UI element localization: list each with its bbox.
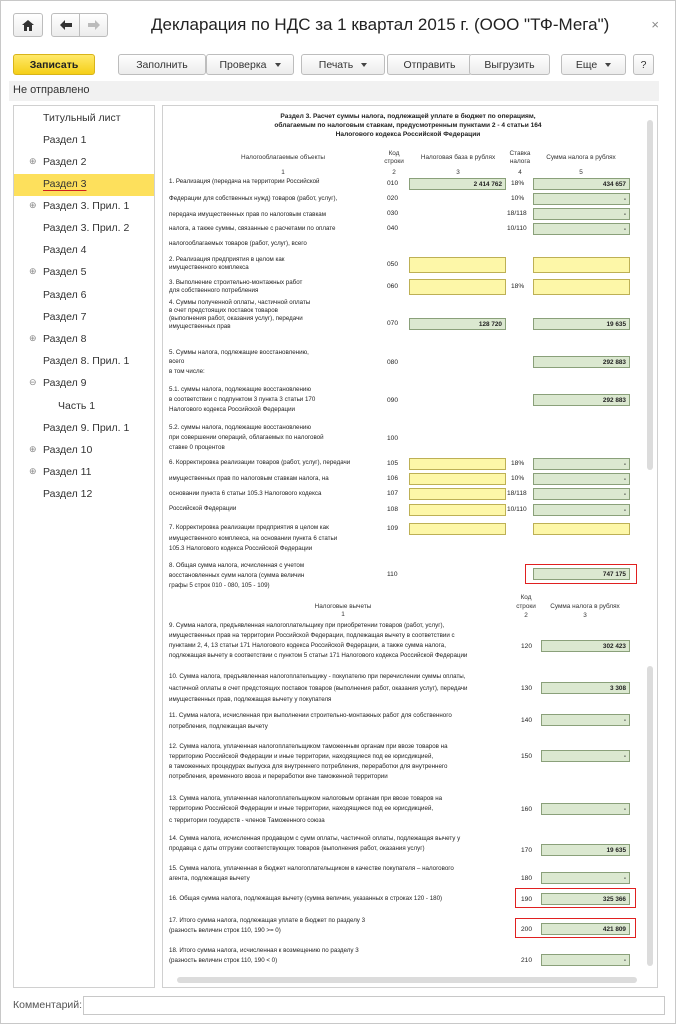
sidebar-item-label: Титульный лист bbox=[43, 112, 121, 124]
row-120-text-d: подлежащая вычету в соответствии с пунктом 5 статьи 171 Налогового кодекса Российской Федерации bbox=[169, 652, 468, 659]
code-010: 010 bbox=[387, 180, 399, 187]
tax-090-field[interactable]: 292 883 bbox=[533, 394, 630, 406]
tax-150-field[interactable]: - bbox=[541, 750, 630, 762]
code-108: 108 bbox=[387, 506, 399, 513]
row-070-text-b: в счет предстоящих поставок товаров bbox=[169, 307, 278, 314]
row-070-text-c: (выполнения работ, оказания услуг), передачи bbox=[169, 315, 303, 322]
sidebar-item[interactable] bbox=[14, 373, 154, 395]
sidebar-item[interactable] bbox=[14, 329, 154, 351]
sidebar-item[interactable] bbox=[14, 218, 154, 240]
sidebar-item-label: Раздел 4 bbox=[43, 244, 87, 256]
chevron-down-icon bbox=[275, 63, 281, 67]
sidebar-item-label: Раздел 7 bbox=[43, 311, 87, 323]
code-106: 106 bbox=[387, 475, 399, 482]
row-110-text-a: 8. Общая сумма налога, исчисленная с учетом bbox=[169, 562, 305, 569]
deductions-header: Налоговые вычеты bbox=[314, 603, 372, 610]
row-180-text-a: 15. Сумма налога, уплаченная в бюджет налогоплательщиком в качестве покупателя – налогового bbox=[169, 865, 454, 872]
row-140-text-b: потребления, подлежащая вычету bbox=[169, 723, 268, 730]
row-100-text-b: при совершении операций, облагаемых по налоговой bbox=[169, 434, 324, 441]
vertical-scrollbar[interactable] bbox=[647, 120, 653, 470]
code-060: 060 bbox=[387, 283, 399, 290]
sidebar-item-label: Раздел 1 bbox=[43, 134, 87, 146]
sidebar-item-label: Часть 1 bbox=[58, 400, 96, 412]
code-110: 110 bbox=[387, 571, 398, 578]
print-button[interactable]: Печать bbox=[301, 54, 385, 75]
row-060-text-b: для собственного потребления bbox=[169, 287, 259, 294]
code-170: 170 bbox=[521, 847, 533, 854]
form-title-line3: Налогового кодекса Российской Федерации bbox=[335, 131, 481, 138]
code-100: 100 bbox=[387, 435, 399, 442]
row-080-text-b: всего bbox=[169, 358, 185, 365]
sidebar-item[interactable] bbox=[14, 351, 154, 373]
sidebar-item[interactable] bbox=[14, 462, 154, 484]
code-020: 020 bbox=[387, 195, 399, 202]
row-105-text: 6. Корректировка реализации товаров (работ, услуг), передачи bbox=[169, 459, 351, 466]
code-070: 070 bbox=[387, 320, 399, 327]
tax-200-field[interactable]: 421 809 bbox=[541, 923, 630, 935]
col-header-objects-num: 1 bbox=[281, 169, 285, 176]
row-100-text-a: 5.2. суммы налога, подлежащие восстановлению bbox=[169, 424, 311, 431]
code-200: 200 bbox=[521, 926, 533, 933]
base-107-field[interactable] bbox=[409, 488, 506, 500]
status-text: Не отправлено bbox=[9, 81, 659, 101]
vertical-scrollbar-lower[interactable] bbox=[647, 666, 653, 966]
tax-060-field[interactable] bbox=[533, 279, 630, 295]
tax-010-field[interactable]: 434 657 bbox=[533, 178, 630, 190]
base-050-field[interactable] bbox=[409, 257, 506, 273]
row-109-text-b: имущественного комплекса, на основании пункта 6 статьи bbox=[169, 535, 338, 542]
highlight-110 bbox=[525, 564, 637, 584]
home-icon bbox=[22, 20, 34, 31]
sidebar-item-label: Раздел 3. Прил. 2 bbox=[43, 222, 130, 234]
col2-header-sum: Сумма налога в рублях bbox=[550, 603, 620, 610]
collapse-icon[interactable]: ⊖ bbox=[29, 377, 37, 387]
sidebar-item-label: Раздел 11 bbox=[43, 466, 92, 478]
tax-108-field[interactable]: - bbox=[533, 504, 630, 516]
forward-button[interactable] bbox=[79, 13, 108, 37]
code-050: 050 bbox=[387, 261, 399, 268]
code-160: 160 bbox=[521, 806, 533, 813]
section-navigation bbox=[13, 105, 155, 988]
sidebar-item-label: Раздел 10 bbox=[43, 444, 93, 456]
row-080-text-a: 5. Суммы налога, подлежащие восстановлению, bbox=[169, 349, 309, 356]
check-button[interactable]: Проверка bbox=[206, 54, 294, 75]
tax-110-field[interactable]: 747 175 bbox=[533, 568, 630, 580]
tax-160-field[interactable]: - bbox=[541, 803, 630, 815]
sidebar-item[interactable] bbox=[14, 240, 154, 262]
close-icon[interactable]: × bbox=[651, 17, 659, 32]
code-040: 040 bbox=[387, 225, 399, 232]
row-108-text: Российской Федерации bbox=[169, 505, 237, 512]
row-160-text-b: территорию Российской Федерации и иные территории, находящиеся под ее юрисдикцией, bbox=[169, 805, 434, 812]
base-105-field[interactable] bbox=[409, 458, 506, 470]
base-010-field[interactable]: 2 414 762 bbox=[409, 178, 506, 190]
tax-170-field[interactable]: 19 635 bbox=[541, 844, 630, 856]
sidebar-item[interactable] bbox=[14, 152, 154, 174]
row-210-text-b: (разность величин строк 110, 190 < 0) bbox=[169, 957, 278, 964]
row-130-text-c: имущественных прав, подлежащая вычету у покупателя bbox=[169, 696, 332, 703]
col-header-base-num: 3 bbox=[456, 169, 460, 176]
row-140-text-a: 11. Сумма налога, исчисленная при выполнении строительно-монтажных работ для собственного bbox=[169, 712, 452, 719]
more-button[interactable]: Еще bbox=[561, 54, 626, 75]
row-150-text-d: потребления, временного ввоза и переработки вне таможенной территории bbox=[169, 773, 388, 780]
tax-130-field[interactable]: 3 308 bbox=[541, 682, 630, 694]
row-130-text-b: частичной оплаты в счет предстоящих поставок товаров (выполнения работ, оказания услуг), передачи bbox=[169, 685, 468, 692]
help-button[interactable]: ? bbox=[633, 54, 654, 75]
col-header-rate-num: 4 bbox=[518, 169, 522, 176]
comment-row bbox=[13, 996, 663, 1016]
sidebar-item[interactable] bbox=[14, 285, 154, 307]
sidebar-item-label: Раздел 5 bbox=[43, 266, 87, 278]
sidebar-item-label: Раздел 8. Прил. 1 bbox=[43, 355, 130, 367]
sidebar-item[interactable] bbox=[14, 396, 154, 418]
sidebar-item[interactable] bbox=[14, 108, 154, 130]
row-160-text-a: 13. Сумма налога, уплаченная налогоплательщиком налоговым органам при ввозе товаров на bbox=[169, 795, 443, 802]
upload-button[interactable]: Выгрузить bbox=[469, 54, 550, 75]
send-button[interactable]: Отправить bbox=[387, 54, 472, 75]
row-040-text: налога, а также суммы, связанные с расчетами по оплате bbox=[169, 225, 336, 232]
code-140: 140 bbox=[521, 717, 533, 724]
row-109-text-a: 7. Корректировка реализации предприятия в целом как bbox=[169, 524, 329, 531]
row-150-text-a: 12. Сумма налога, уплаченная налогоплательщиком таможенным органам при ввозе товаров на bbox=[169, 743, 448, 750]
row-080-text-c: в том числе: bbox=[169, 368, 205, 375]
base-109-field[interactable] bbox=[409, 523, 506, 535]
row-110-text-b: восстановленных сумм налога (сумма величин bbox=[169, 572, 305, 579]
deductions-header-num: 1 bbox=[341, 611, 345, 618]
tax-080-field[interactable]: 292 883 bbox=[533, 356, 630, 368]
tax-050-field[interactable] bbox=[533, 257, 630, 273]
row-060-text-a: 3. Выполнение строительно-монтажных работ bbox=[169, 279, 303, 286]
row-130-text-a: 10. Сумма налога, предъявленная налогоплательщику - покупателю при перечислении суммы оплаты, bbox=[169, 673, 466, 680]
back-button[interactable] bbox=[51, 13, 80, 37]
row-010-text: 1. Реализация (передача на территории Российской bbox=[169, 178, 320, 185]
col-header-objects: Налогооблагаемые объекты bbox=[240, 154, 326, 161]
sidebar-item[interactable] bbox=[14, 484, 154, 506]
row-050-text-a: 2. Реализация предприятия в целом как bbox=[169, 256, 285, 263]
row-070-text-a: 4. Суммы полученной оплаты, частичной оплаты bbox=[169, 299, 311, 306]
code-180: 180 bbox=[521, 875, 533, 882]
rate-108: 10/110 bbox=[507, 506, 527, 513]
tax-106-field[interactable]: - bbox=[533, 473, 630, 485]
form-title-line1: Раздел 3. Расчет суммы налога, подлежащей уплате в бюджет по операциям, bbox=[280, 113, 536, 120]
rate-020: 10% bbox=[511, 195, 525, 202]
row-070-text-d: имущественных прав bbox=[169, 323, 231, 330]
sidebar-item[interactable] bbox=[14, 174, 154, 196]
tax-140-field[interactable]: - bbox=[541, 714, 630, 726]
row-050-text-b: имущественного комплекса bbox=[169, 264, 249, 271]
row-170-text-a: 14. Сумма налога, исчисленная продавцом с сумм оплаты, частичной оплаты, подлежащая вычету у bbox=[169, 835, 461, 842]
code-109: 109 bbox=[387, 525, 399, 532]
tax-070-field[interactable]: 19 635 bbox=[533, 318, 630, 330]
horizontal-scrollbar[interactable] bbox=[177, 977, 637, 983]
section3-form bbox=[162, 105, 658, 988]
comment-input[interactable] bbox=[83, 996, 665, 1015]
row-200-text-b: (разность величин строк 110, 190 >= 0) bbox=[169, 927, 281, 934]
highlight-190 bbox=[515, 888, 636, 908]
row-107-text: основании пункта 6 статьи 105.3 Налогового кодекса bbox=[169, 490, 322, 497]
rate-105: 18% bbox=[511, 460, 525, 467]
row-110-text-c: графы 5 строк 010 - 080, 105 - 109) bbox=[169, 582, 270, 589]
tax-030-field[interactable]: - bbox=[533, 208, 630, 220]
comment-label: Комментарий: bbox=[13, 999, 83, 1011]
rate-010: 18% bbox=[511, 180, 525, 187]
arrow-right-icon bbox=[88, 20, 100, 30]
highlight-200 bbox=[515, 918, 636, 938]
sidebar-item-label: Раздел 6 bbox=[43, 289, 87, 301]
col2-header-code-1: Код bbox=[520, 594, 532, 601]
tax-180-field[interactable]: - bbox=[541, 872, 630, 884]
base-070-field[interactable]: 128 720 bbox=[409, 318, 506, 330]
row-190-text: 16. Общая сумма налога, подлежащая вычету (сумма величин, указанных в строках 120 - 180) bbox=[169, 895, 443, 902]
row-090-text-a: 5.1. суммы налога, подлежащие восстановлению bbox=[169, 386, 311, 393]
base-106-field[interactable] bbox=[409, 473, 506, 485]
expand-icon[interactable]: ⊕ bbox=[29, 466, 37, 476]
base-060-field[interactable] bbox=[409, 279, 506, 295]
col2-header-code-num: 2 bbox=[524, 612, 528, 619]
sidebar-item[interactable] bbox=[14, 440, 154, 462]
code-130: 130 bbox=[521, 685, 533, 692]
code-210: 210 bbox=[521, 957, 533, 964]
sidebar-item-label: Раздел 8 bbox=[43, 333, 87, 345]
row-030-text: передача имущественных прав по налоговым ставкам bbox=[169, 211, 326, 218]
rate-107: 18/118 bbox=[507, 490, 527, 497]
rate-106: 10% bbox=[511, 475, 525, 482]
fill-button[interactable]: Заполнить bbox=[118, 54, 206, 75]
sidebar-item[interactable] bbox=[14, 307, 154, 329]
home-button[interactable] bbox=[13, 13, 43, 37]
row-200-text-a: 17. Итого сумма налога, подлежащая уплате в бюджет по разделу 3 bbox=[169, 917, 366, 924]
tax-040-field[interactable]: - bbox=[533, 223, 630, 235]
base-108-field[interactable] bbox=[409, 504, 506, 516]
row-090-text-c: Налогового кодекса Российской Федерации bbox=[169, 406, 295, 413]
row-150-text-c: в таможенных процедурах выпуска для внутреннего потребления, переработки для внутреннего bbox=[169, 763, 448, 770]
row-100-text-c: ставке 0 процентов bbox=[169, 444, 225, 451]
col-header-rate-1: Ставка bbox=[509, 150, 531, 157]
sidebar-item-label: Раздел 3 bbox=[43, 178, 87, 190]
code-030: 030 bbox=[387, 210, 399, 217]
tax-120-field[interactable]: 302 423 bbox=[541, 640, 630, 652]
tax-190-field[interactable]: 325 366 bbox=[541, 893, 630, 905]
rate-030: 18/118 bbox=[507, 210, 527, 217]
expand-icon[interactable]: ⊕ bbox=[29, 200, 37, 210]
chevron-down-icon bbox=[605, 63, 611, 67]
sidebar-item-label: Раздел 9 bbox=[43, 377, 87, 389]
row-150-text-b: территорию Российской Федерации и иные территории, находящиеся под ее юрисдикцией, bbox=[169, 753, 434, 760]
sidebar-item[interactable] bbox=[14, 418, 154, 440]
col2-header-code-2: строки bbox=[516, 603, 536, 610]
row-180-text-b: агента, подлежащая вычету bbox=[169, 875, 250, 882]
tax-020-field[interactable]: - bbox=[533, 193, 630, 205]
sidebar-item-label: Раздел 12 bbox=[43, 488, 93, 500]
col-header-code-1: Код bbox=[388, 150, 400, 157]
chevron-down-icon bbox=[361, 63, 367, 67]
tax-210-field[interactable]: - bbox=[541, 954, 630, 966]
row-170-text-b: продавца с даты отгрузки соответствующих товаров (выполнения работ, оказания услуг) bbox=[169, 845, 425, 852]
form-title-line2: облагаемым по налоговым ставкам, предусмотренным пунктами 2 - 4 статьи 164 bbox=[274, 122, 542, 129]
expand-icon[interactable]: ⊕ bbox=[29, 333, 37, 343]
sidebar-item-label: Раздел 9. Прил. 1 bbox=[43, 422, 130, 434]
row-120-text-c: пунктами 2, 4, 13 статьи 171 Налогового кодекса Российской Федерации, а также сумма налога, bbox=[169, 642, 446, 649]
sidebar-item-label: Раздел 2 bbox=[43, 156, 87, 168]
sidebar-item[interactable] bbox=[14, 130, 154, 152]
code-120: 120 bbox=[521, 643, 533, 650]
col-header-code-num: 2 bbox=[392, 169, 396, 176]
code-105: 105 bbox=[387, 460, 399, 467]
expand-icon[interactable]: ⊕ bbox=[29, 156, 37, 166]
sidebar-item-label: Раздел 3. Прил. 1 bbox=[43, 200, 130, 212]
tax-107-field[interactable]: - bbox=[533, 488, 630, 500]
rate-060: 18% bbox=[511, 283, 525, 290]
arrow-left-icon bbox=[60, 20, 72, 30]
expand-icon[interactable]: ⊕ bbox=[29, 266, 37, 276]
code-090: 090 bbox=[387, 397, 399, 404]
row-120-text-b: имущественных прав на территории Российской Федерации, подлежащая вычету в соответствии с bbox=[169, 632, 455, 639]
col-header-tax: Сумма налога в рублях bbox=[546, 154, 616, 161]
col-header-base: Налоговая база в рублях bbox=[420, 154, 496, 161]
window-title: Декларация по НДС за 1 квартал 2015 г. (ООО "ТФ-Мега") bbox=[151, 15, 610, 34]
toolbar bbox=[13, 54, 663, 76]
row-210-text-a: 18. Итого сумма налога, исчисленная к возмещению по разделу 3 bbox=[169, 947, 359, 954]
row-160-text-c: с территории государств - членов Таможенного союза bbox=[169, 817, 325, 824]
code-150: 150 bbox=[521, 753, 533, 760]
col2-header-sum-num: 3 bbox=[583, 612, 587, 619]
sidebar-item[interactable] bbox=[14, 262, 154, 284]
code-107: 107 bbox=[387, 490, 399, 497]
row-106-text: имущественных прав по налоговым ставкам налога, на bbox=[169, 475, 329, 482]
col-header-code-2: строки bbox=[384, 158, 404, 165]
code-080: 080 bbox=[387, 359, 399, 366]
row-090-text-b: в соответствии с подпунктом 3 пункта 3 статьи 170 bbox=[169, 396, 316, 403]
col-header-tax-num: 5 bbox=[579, 169, 583, 176]
tax-105-field[interactable]: - bbox=[533, 458, 630, 470]
save-button[interactable]: Записать bbox=[13, 54, 95, 75]
col-header-rate-2: налога bbox=[509, 158, 531, 165]
row-120-text-a: 9. Сумма налога, предъявленная налогоплательщику при приобретении товаров (работ, услуг), bbox=[169, 622, 445, 629]
row-040-text-b: налогооблагаемых товаров (работ, услуг), всего bbox=[169, 240, 307, 247]
rate-040: 10/110 bbox=[507, 225, 527, 232]
row-020-text: Федерации для собственных нужд) товаров (работ, услуг), bbox=[169, 195, 338, 202]
expand-icon[interactable]: ⊕ bbox=[29, 444, 37, 454]
sidebar-item[interactable] bbox=[14, 196, 154, 218]
code-190: 190 bbox=[521, 896, 533, 903]
tax-109-field[interactable] bbox=[533, 523, 630, 535]
row-109-text-c: 105.3 Налогового кодекса Российской Федерации bbox=[169, 545, 313, 552]
